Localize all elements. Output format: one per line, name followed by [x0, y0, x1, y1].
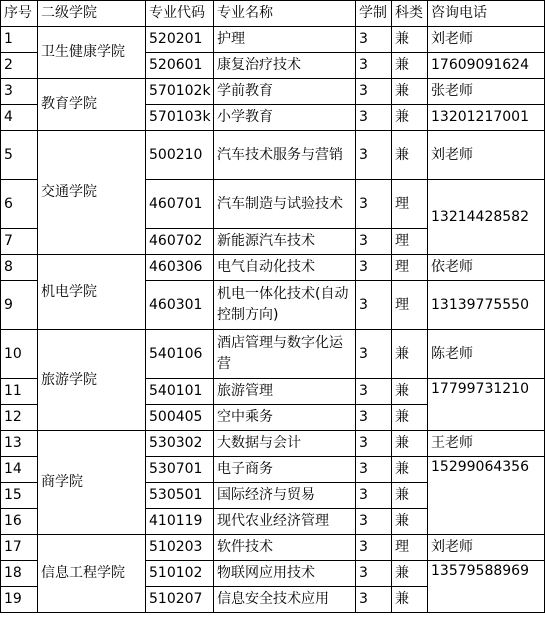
cell-years: 3 — [356, 405, 392, 431]
cell-code: 460702 — [146, 229, 214, 255]
cell-type: 理 — [392, 180, 428, 229]
cell-code: 530501 — [146, 483, 214, 509]
cell-code: 510203 — [146, 535, 214, 561]
cell-name: 电子商务 — [214, 457, 356, 483]
cell-no: 10 — [1, 330, 38, 379]
cell-phone: 刘老师 — [428, 535, 545, 561]
cell-years: 3 — [356, 431, 392, 457]
cell-type: 兼 — [392, 53, 428, 79]
cell-phone: 陈老师 — [428, 330, 545, 379]
cell-college: 交通学院 — [38, 131, 146, 255]
cell-type: 兼 — [392, 27, 428, 53]
cell-years: 3 — [356, 53, 392, 79]
header-type: 科类 — [392, 1, 428, 27]
cell-code: 460701 — [146, 180, 214, 229]
table-row — [1, 27, 545, 53]
cell-phone: 13579588969 — [428, 561, 545, 613]
cell-type: 兼 — [392, 379, 428, 405]
cell-name: 新能源汽车技术 — [214, 229, 356, 255]
cell-no: 11 — [1, 379, 38, 405]
cell-phone: 依老师 — [428, 255, 545, 281]
cell-type: 理 — [392, 229, 428, 255]
table-row — [1, 535, 545, 561]
cell-no: 6 — [1, 180, 38, 229]
table-row — [1, 79, 545, 105]
cell-years: 3 — [356, 483, 392, 509]
cell-phone: 13214428582 — [428, 180, 545, 255]
cell-no: 1 — [1, 27, 38, 53]
cell-code: 500405 — [146, 405, 214, 431]
cell-type: 兼 — [392, 561, 428, 587]
cell-no: 14 — [1, 457, 38, 483]
cell-phone: 张老师 — [428, 79, 545, 105]
cell-no: 2 — [1, 53, 38, 79]
cell-name: 现代农业经济管理 — [214, 509, 356, 535]
cell-type: 兼 — [392, 587, 428, 613]
cell-name: 空中乘务 — [214, 405, 356, 431]
cell-code: 520601 — [146, 53, 214, 79]
cell-type: 兼 — [392, 483, 428, 509]
cell-college: 旅游学院 — [38, 330, 146, 431]
cell-no: 17 — [1, 535, 38, 561]
cell-name: 护理 — [214, 27, 356, 53]
cell-no: 7 — [1, 229, 38, 255]
cell-years: 3 — [356, 105, 392, 131]
cell-phone: 刘老师 — [428, 131, 545, 180]
cell-no: 4 — [1, 105, 38, 131]
cell-name: 酒店管理与数字化运营 — [214, 330, 356, 379]
cell-college: 机电学院 — [38, 255, 146, 330]
cell-college: 卫生健康学院 — [38, 27, 146, 79]
cell-code: 500210 — [146, 131, 214, 180]
cell-college: 教育学院 — [38, 79, 146, 131]
cell-years: 3 — [356, 561, 392, 587]
cell-years: 3 — [356, 281, 392, 330]
cell-type: 兼 — [392, 79, 428, 105]
header-college: 二级学院 — [38, 1, 146, 27]
cell-phone: 17609091624 — [428, 53, 545, 79]
cell-code: 510102 — [146, 561, 214, 587]
cell-no: 5 — [1, 131, 38, 180]
cell-name: 国际经济与贸易 — [214, 483, 356, 509]
cell-type: 理 — [392, 281, 428, 330]
cell-code: 540101 — [146, 379, 214, 405]
table-row — [1, 431, 545, 457]
cell-years: 3 — [356, 180, 392, 229]
cell-years: 3 — [356, 457, 392, 483]
cell-type: 理 — [392, 535, 428, 561]
cell-name: 物联网应用技术 — [214, 561, 356, 587]
cell-code: 410119 — [146, 509, 214, 535]
cell-type: 兼 — [392, 431, 428, 457]
cell-type: 理 — [392, 255, 428, 281]
cell-type: 兼 — [392, 105, 428, 131]
cell-name: 旅游管理 — [214, 379, 356, 405]
header-years: 学制 — [356, 1, 392, 27]
cell-years: 3 — [356, 255, 392, 281]
cell-name: 机电一体化技术(自动控制方向) — [214, 281, 356, 330]
cell-no: 18 — [1, 561, 38, 587]
cell-phone: 13139775550 — [428, 281, 545, 330]
cell-no: 12 — [1, 405, 38, 431]
cell-name: 汽车制造与试验技术 — [214, 180, 356, 229]
cell-years: 3 — [356, 587, 392, 613]
table-row — [1, 330, 545, 379]
cell-phone: 刘老师 — [428, 27, 545, 53]
cell-years: 3 — [356, 229, 392, 255]
cell-code: 540106 — [146, 330, 214, 379]
cell-name: 大数据与会计 — [214, 431, 356, 457]
cell-college: 商学院 — [38, 431, 146, 535]
cell-phone: 13201217001 — [428, 105, 545, 131]
cell-code: 530701 — [146, 457, 214, 483]
cell-no: 13 — [1, 431, 38, 457]
table-row — [1, 131, 545, 180]
cell-code: 460306 — [146, 255, 214, 281]
cell-name: 学前教育 — [214, 79, 356, 105]
cell-name: 汽车技术服务与营销 — [214, 131, 356, 180]
cell-type: 兼 — [392, 131, 428, 180]
cell-code: 460301 — [146, 281, 214, 330]
header-name: 专业名称 — [214, 1, 356, 27]
cell-years: 3 — [356, 79, 392, 105]
cell-code: 570102k — [146, 79, 214, 105]
cell-phone: 王老师 — [428, 431, 545, 457]
header-row — [1, 1, 545, 27]
cell-years: 3 — [356, 535, 392, 561]
cell-college: 信息工程学院 — [38, 535, 146, 613]
cell-years: 3 — [356, 379, 392, 405]
cell-code: 530302 — [146, 431, 214, 457]
table-row — [1, 255, 545, 281]
cell-no: 15 — [1, 483, 38, 509]
cell-no: 16 — [1, 509, 38, 535]
cell-phone: 17799731210 — [428, 379, 545, 431]
cell-code: 520201 — [146, 27, 214, 53]
cell-type: 兼 — [392, 405, 428, 431]
cell-no: 9 — [1, 281, 38, 330]
cell-phone: 15299064356 — [428, 457, 545, 535]
cell-code: 570103k — [146, 105, 214, 131]
cell-type: 兼 — [392, 330, 428, 379]
cell-name: 小学教育 — [214, 105, 356, 131]
cell-name: 软件技术 — [214, 535, 356, 561]
header-phone: 咨询电话 — [428, 1, 545, 27]
cell-name: 电气自动化技术 — [214, 255, 356, 281]
cell-years: 3 — [356, 330, 392, 379]
cell-years: 3 — [356, 131, 392, 180]
cell-no: 3 — [1, 79, 38, 105]
cell-no: 19 — [1, 587, 38, 613]
cell-no: 8 — [1, 255, 38, 281]
header-code: 专业代码 — [146, 1, 214, 27]
cell-code: 510207 — [146, 587, 214, 613]
cell-type: 兼 — [392, 457, 428, 483]
cell-years: 3 — [356, 27, 392, 53]
header-no: 序号 — [1, 1, 38, 27]
cell-years: 3 — [356, 509, 392, 535]
cell-name: 信息安全技术应用 — [214, 587, 356, 613]
cell-type: 兼 — [392, 509, 428, 535]
cell-name: 康复治疗技术 — [214, 53, 356, 79]
